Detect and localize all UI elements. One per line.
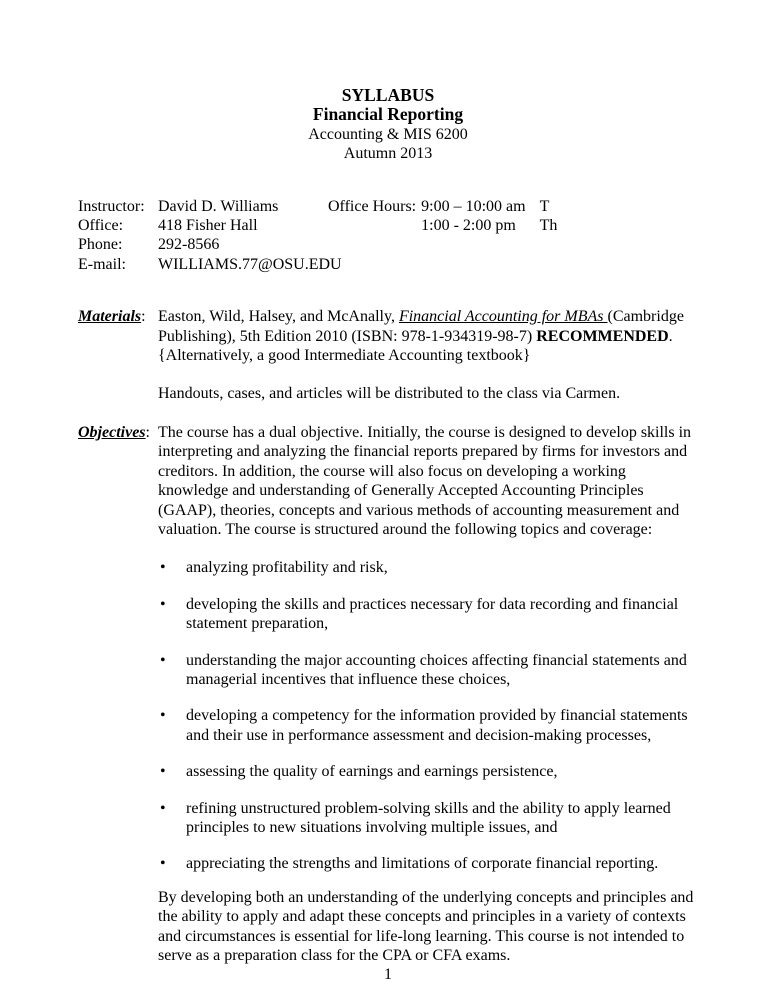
- bullet-icon: •: [160, 651, 166, 669]
- office-hours: [328, 197, 557, 236]
- email-address[interactable]: WILLIAMS.77@OSU.EDU: [158, 255, 342, 273]
- course-name: Financial Reporting: [312, 104, 464, 125]
- list-item: [158, 762, 698, 781]
- email-label: E-mail:: [78, 255, 126, 273]
- recommended-tag: RECOMMENDED: [536, 327, 669, 345]
- instructor-info: [78, 197, 698, 275]
- objectives-list: [158, 558, 698, 873]
- office-hours-time: 1:00 - 2:00 pm: [421, 217, 516, 235]
- phone-number: 292-8566: [158, 236, 220, 254]
- list-item: [158, 558, 698, 577]
- list-item-text: understanding the major accounting choices affecting financial statements and managerial incentives that influence these choices,: [186, 651, 687, 688]
- textbook-citation: [158, 307, 698, 346]
- office-location: 418 Fisher Hall: [158, 217, 258, 235]
- office-hours-time: 9:00 – 10:00 am: [421, 197, 526, 215]
- instructor-label: Instructor:: [78, 197, 145, 215]
- list-item: [158, 651, 698, 690]
- list-item: [158, 799, 698, 838]
- bullet-icon: •: [160, 559, 166, 577]
- materials-label: Materials: [78, 308, 142, 326]
- syllabus-page: [78, 86, 698, 985]
- objectives-label: Objectives: [78, 423, 146, 441]
- instructor-name: David D. Williams: [158, 197, 279, 215]
- textbook-authors: Easton, Wild, Halsey, and McAnally,: [158, 308, 399, 326]
- office-hours-day: Th: [539, 217, 558, 235]
- list-item-text: appreciating the strengths and limitations of corporate financial reporting.: [186, 855, 659, 873]
- list-item-text: analyzing profitability and risk,: [186, 559, 388, 577]
- office-label: Office:: [78, 217, 124, 235]
- document-title: SYLLABUS: [341, 85, 435, 105]
- objectives-section: [78, 423, 698, 966]
- bullet-icon: •: [160, 707, 166, 725]
- objectives-closing: By developing both an understanding of the underlying concepts and principles and the ability to apply and adapt these concepts and principles in a variety of contexts and circumstances is essential for life-long learning. This course is not intended to serve as a preparation class for the CPA or CFA exams.: [158, 888, 694, 964]
- list-item: [158, 854, 698, 873]
- bullet-icon: •: [160, 855, 166, 873]
- office-hours-day: T: [539, 197, 550, 215]
- office-hours-label: Office Hours:: [328, 197, 417, 215]
- handouts-text: Handouts, cases, and articles will be distributed to the class via Carmen.: [158, 385, 621, 403]
- bullet-icon: •: [160, 763, 166, 781]
- materials-section: [78, 307, 698, 404]
- textbook-publisher: (Cambridge Publishing), 5th Edition 2010 (ISBN: 978-1-934319-98-7): [158, 308, 684, 345]
- list-item-text: developing a competency for the information provided by financial statements and their use in performance assessment and decision-making processes,: [186, 707, 688, 744]
- list-item: [158, 595, 698, 634]
- label-colon: :: [141, 308, 146, 326]
- alternative-text: {Alternatively, a good Intermediate Accounting textbook}: [158, 347, 531, 365]
- course-number: Accounting & MIS 6200: [308, 125, 468, 143]
- bullet-icon: •: [160, 595, 166, 613]
- bullet-icon: •: [160, 799, 166, 817]
- objectives-intro: The course has a dual objective. Initially, the course is designed to develop skills in interpreting and analyzing the financial reports prepared by firms for investors and creditors. In addition, the course will also focus on developing a working knowledge and understanding of Generally Accepted Accounting Principles (GAAP), theories, concepts and various methods of accounting measurement and valuation. The course is structured around the following topics and coverage:: [158, 423, 692, 538]
- course-term: Autumn 2013: [343, 145, 433, 163]
- textbook-title: Financial Accounting for MBAs: [398, 308, 608, 326]
- phone-label: Phone:: [78, 236, 123, 254]
- list-item-text: developing the skills and practices necessary for data recording and financial statement preparation,: [186, 595, 679, 633]
- page-number: 1: [384, 966, 392, 984]
- label-colon: :: [145, 423, 150, 441]
- list-item-text: refining unstructured problem-solving skills and the ability to apply learned principles to new situations involving multiple issues, and: [186, 799, 671, 836]
- list-item: [158, 706, 698, 745]
- period: .: [668, 327, 673, 345]
- list-item-text: assessing the quality of earnings and earnings persistence,: [186, 763, 558, 781]
